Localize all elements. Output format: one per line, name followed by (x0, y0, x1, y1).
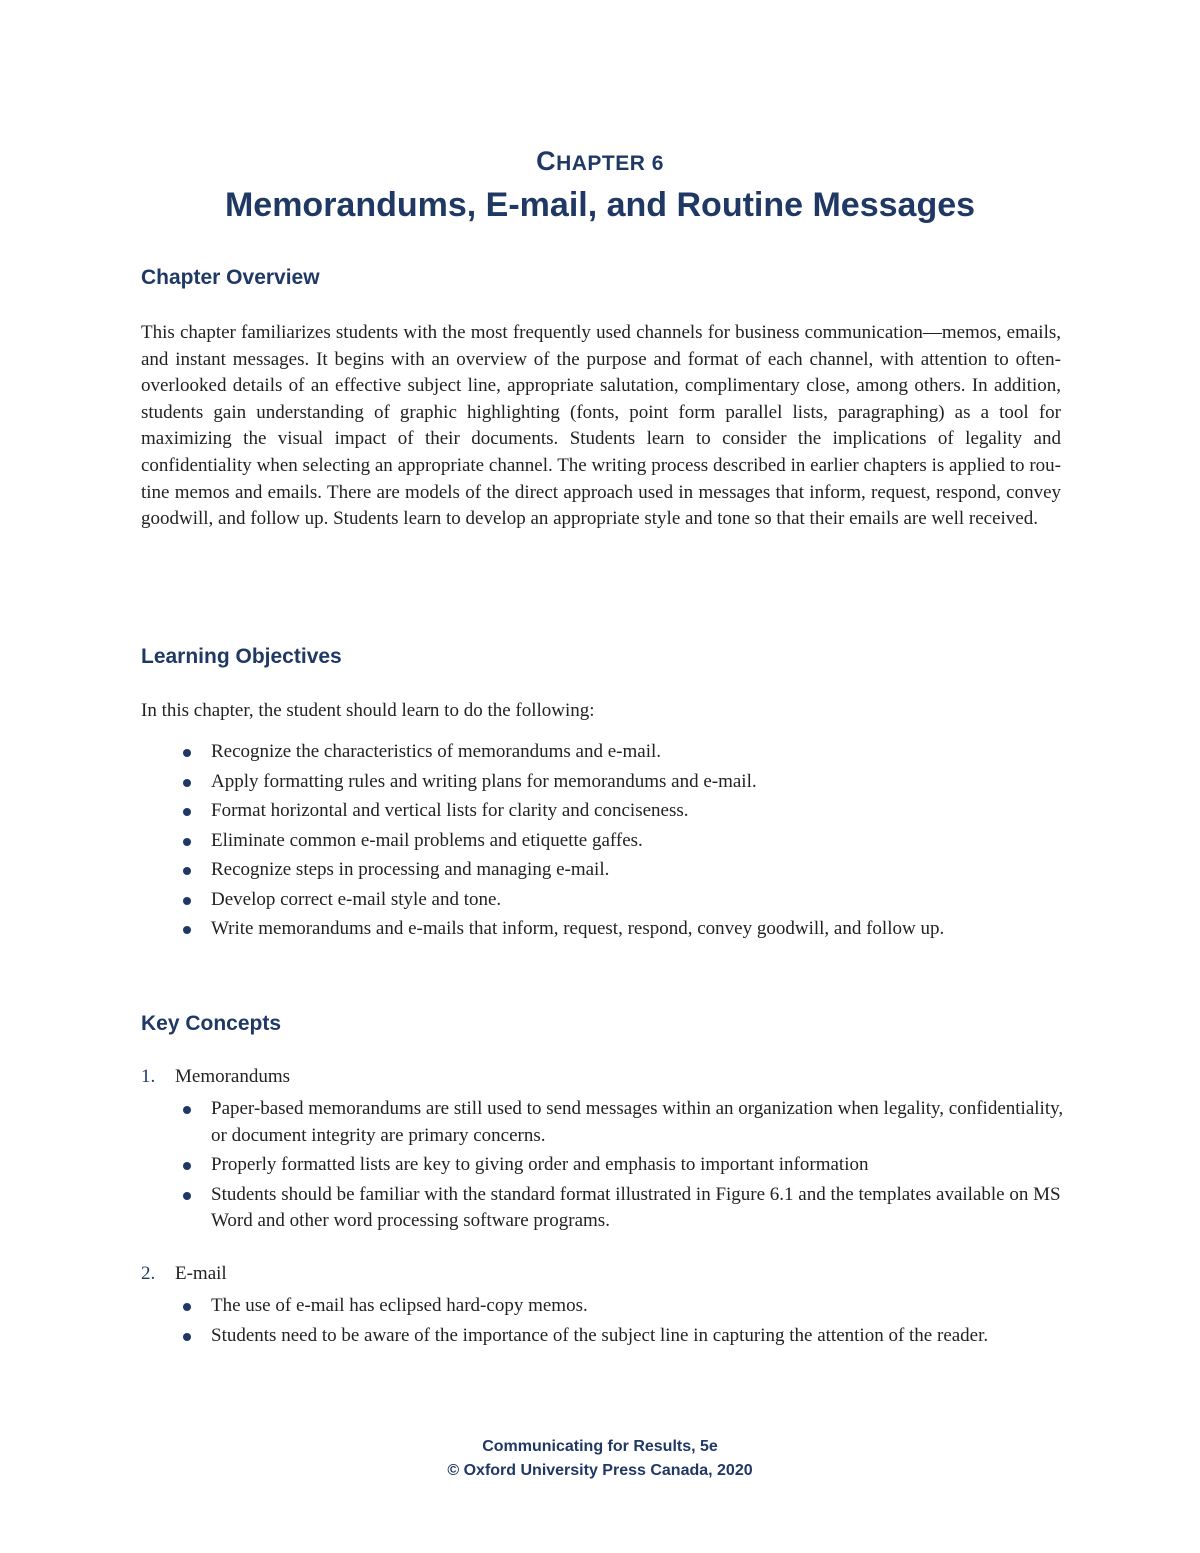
concept-1-list (175, 1096, 1065, 1238)
concept-2-list (175, 1293, 1065, 1352)
concept-number: 2. (141, 1263, 156, 1284)
concept-group-title (141, 1263, 227, 1285)
concept-label: Memorandums (175, 1066, 291, 1087)
objectives-heading: Learning Objectives (141, 645, 342, 668)
bullet-icon (183, 1162, 191, 1170)
bullet-icon (183, 897, 191, 905)
bullet-icon (183, 926, 191, 934)
overview-heading: Chapter Overview (141, 266, 320, 289)
chapter-label (0, 146, 1200, 177)
concept-number: 1. (141, 1066, 156, 1087)
list-item: Recognize steps in processing and managing e-mail. (175, 857, 1065, 884)
list-item: Students should be familiar with the standard format illustrated in Figure 6.1 and the templates available on MS Word and other word processing software programs. (175, 1182, 1065, 1235)
list-item: Paper-based memorandums are still used to send messages within an organization when legality, confidentiality, or document integrity are primary concerns. (175, 1096, 1065, 1149)
list-item: Apply formatting rules and writing plans for memorandums and e-mail. (175, 769, 1065, 796)
bullet-icon (183, 749, 191, 757)
bullet-icon (183, 1106, 191, 1114)
footer-copyright: © Oxford University Press Canada, 2020 (447, 1462, 753, 1479)
list-item: The use of e-mail has eclipsed hard-copy memos. (175, 1293, 1065, 1320)
bullet-icon (183, 867, 191, 875)
objectives-intro: In this chapter, the student should learn to do the following: (141, 700, 595, 721)
bullet-icon (183, 1192, 191, 1200)
list-item: Develop correct e-mail style and tone. (175, 887, 1065, 914)
footer-book-title: Communicating for Results, 5e (482, 1438, 718, 1455)
bullet-icon (183, 779, 191, 787)
chapter-label-rest: HAPTER 6 (556, 152, 664, 175)
concept-label: E-mail (175, 1263, 227, 1284)
chapter-title: Memorandums, E-mail, and Routine Messages (224, 186, 976, 224)
overview-paragraph: This chapter familiarizes students with the most frequently used channels for business communication—memos, emails, and instant messages. It begins with an overview of the purpose and format of each channel, with attention to often-overlooked details of an effective subject line, appropriate salutation, complimentary close, among others. In addition, students gain understanding of graphic highlighting (fonts, point form parallel lists, paragraphing) as a tool for maximizing the visual impact of their documents. Students learn to consider the implications of legality and confidentiality when selecting an appropriate channel. The writing process described in earlier chapters is applied to routine memos and emails. There are models of the direct approach used in messages that inform, request, respond, convey goodwill, and follow up. Students learn to develop an appropriate style and tone so that their emails are well received. (141, 322, 1061, 530)
chapter-label-initial: C (536, 146, 557, 176)
bullet-icon (183, 1333, 191, 1341)
objectives-list (175, 739, 1065, 946)
bullet-icon (183, 808, 191, 816)
list-item: Format horizontal and vertical lists for clarity and conciseness. (175, 798, 1065, 825)
list-item: Write memorandums and e-mails that inform, request, respond, convey goodwill, and follow up. (175, 916, 1065, 943)
concept-group-title (141, 1066, 290, 1088)
list-item: Eliminate common e-mail problems and etiquette gaffes. (175, 828, 1065, 855)
list-item: Students need to be aware of the importance of the subject line in capturing the attention of the reader. (175, 1323, 1065, 1350)
list-item: Recognize the characteristics of memorandums and e-mail. (175, 739, 1065, 766)
concepts-heading: Key Concepts (141, 1012, 282, 1035)
bullet-icon (183, 838, 191, 846)
bullet-icon (183, 1303, 191, 1311)
list-item: Properly formatted lists are key to giving order and emphasis to important information (175, 1152, 1065, 1179)
